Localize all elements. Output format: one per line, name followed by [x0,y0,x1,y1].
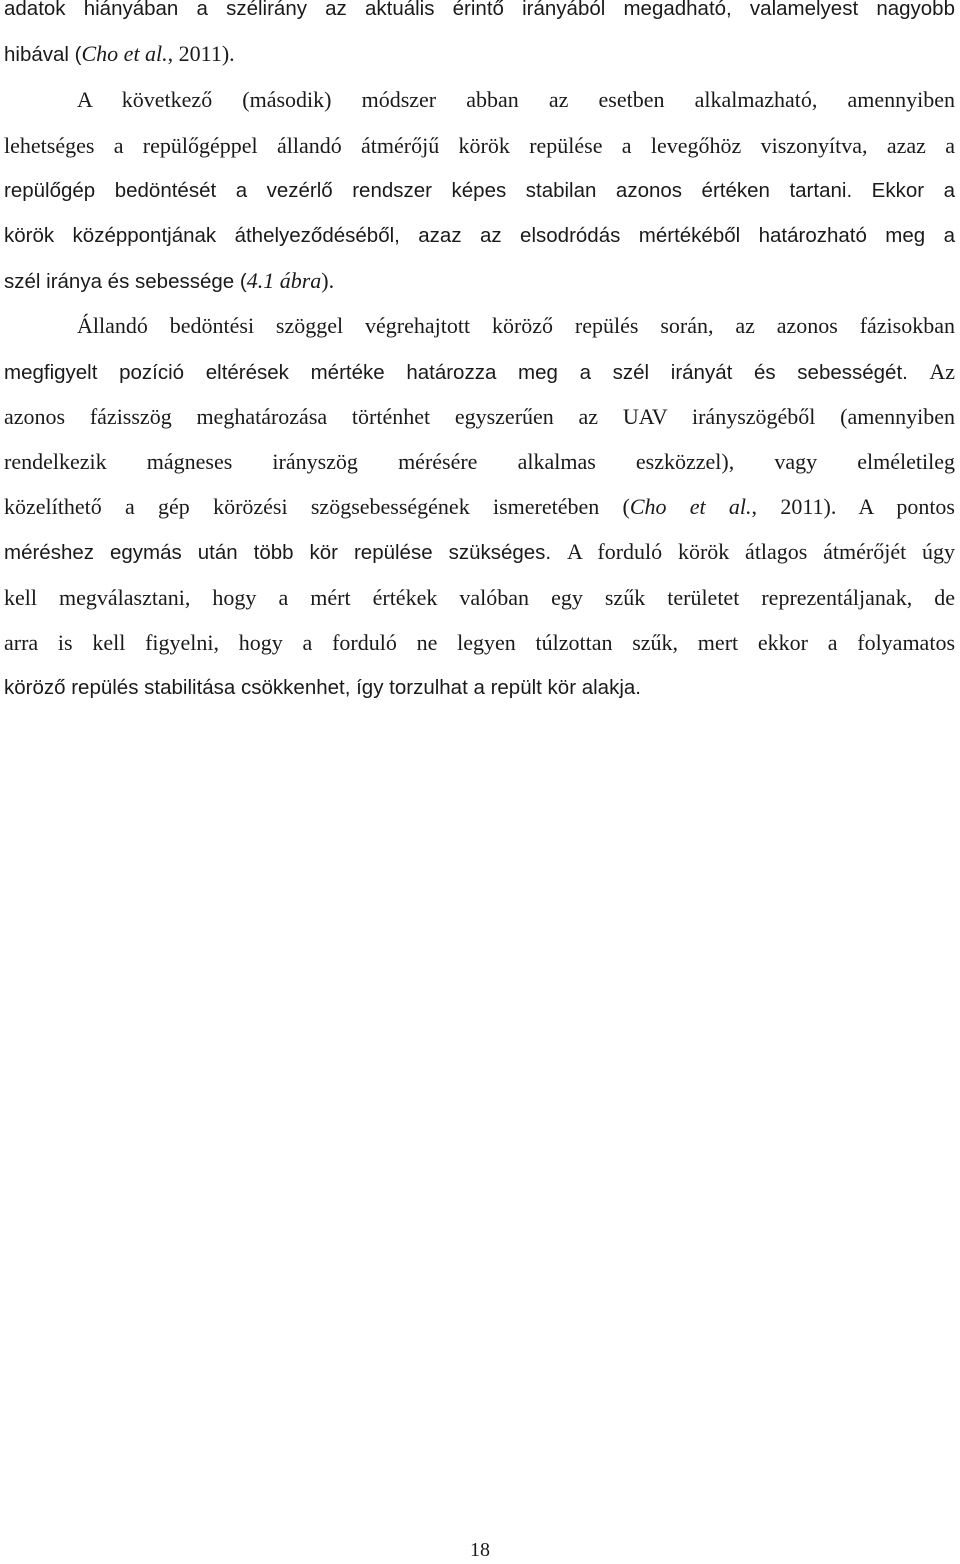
citation: Cho et al. [629,494,752,519]
paragraph-2-line-2: lehetséges a repülőgéppel állandó átmérőjű körök repülése a levegőhöz viszonyítva, azaz a [4,133,955,158]
paragraph-3-line-6 [4,537,955,567]
text-run: szél iránya és sebessége ( [4,270,247,293]
text-run: , 2011). A pontos [751,494,955,519]
paragraph-2-line-1: A következő (második) módszer abban az esetben alkalmazható, amennyiben [77,87,955,112]
text-run: hibával ( [4,43,82,66]
text-run: , 2011). [167,41,235,66]
text-run: méréshez egymás után több kör repülése szükséges. [4,541,552,564]
paragraph-3-line-5 [4,492,955,522]
page-number: 18 [470,1539,490,1561]
text-run: A forduló körök átlagos átmérőjét úgy [566,539,956,564]
paragraph-2-line-3: repülőgép bedöntését a vezérlő rendszer képes stabilan azonos értéken tartani. Ekkor a [4,179,955,202]
paragraph-3-line-2 [4,357,955,387]
paragraph-3-line-4: rendelkezik mágneses irányszög mérésére alkalmas eszközzel), vagy elméletileg [4,449,955,474]
text-run: Az [929,359,955,384]
paragraph-3-line-7: kell megválasztani, hogy a mért értékek valóban egy szűk területet reprezentáljanak, de [4,585,955,610]
paragraph-1-line-2 [4,39,955,69]
figure-reference: 4.1 ábra [246,268,322,293]
text-run: ). [321,268,335,293]
paragraph-1-line-1: adatok hiányában a szélirány az aktuális érintő irányából megadható, valamelyest nagyobb [4,0,955,20]
text-run: közelíthető a gép körözési szögsebességének ismeretében ( [4,494,630,519]
paragraph-2-line-4: körök középpontjának áthelyeződéséből, azaz az elsodródás mértékéből határozható meg a [4,224,955,247]
paragraph-3-line-3: azonos fázisszög meghatározása történhet egyszerűen az UAV irányszögéből (amennyiben [4,404,955,429]
paragraph-2-line-5 [4,266,955,296]
paragraph-3-line-1: Állandó bedöntési szöggel végrehajtott köröző repülés során, az azonos fázisokban [77,313,955,338]
paragraph-3-line-8: arra is kell figyelni, hogy a forduló ne legyen túlzottan szűk, mert ekkor a folyamatos [4,630,955,655]
paragraph-3-line-9: köröző repülés stabilitása csökkenhet, így torzulhat a repült kör alakja. [4,676,641,699]
text-run: megfigyelt pozíció eltérések mértéke határozza meg a szél irányát és sebességét. [4,361,908,384]
citation: Cho et al. [81,41,168,66]
